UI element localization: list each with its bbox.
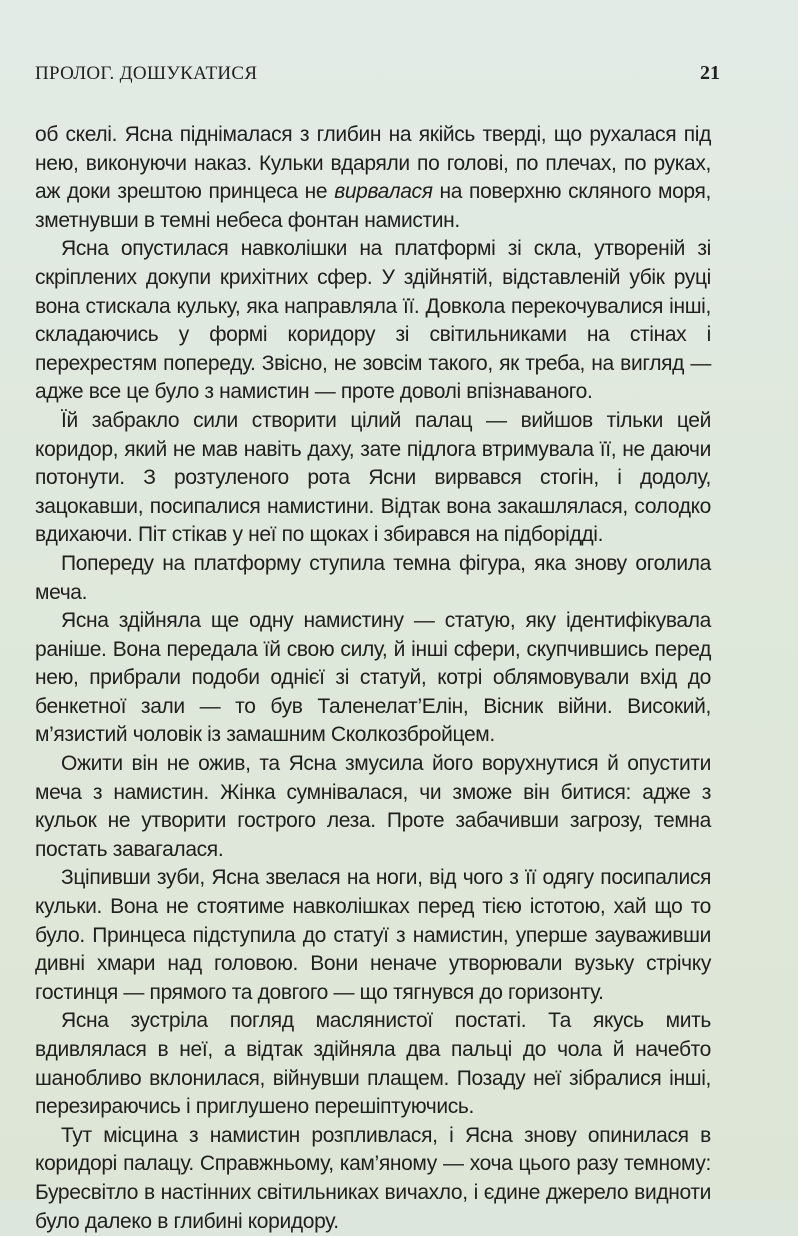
paragraph-1-text-start: об скелі. Ясна піднімалася з глибин на якійсь тверді, що рухалася під нею, виконуючи наказ. Кульки вдаряли по голові, по плечах, по руках, аж доки зрештою принцеса не (35, 123, 711, 204)
paragraph-5: Ясна здійняла ще одну намистину — статую, яку ідентифікувала раніше. Вона передала їй свою силу, й інші сфери, скупчившись перед нею, прибрали подоби однієї зі статуй, котрі облямовували вхід до бенкетної зали — то був Таленелат’Елін, Вісник війни. Високий, м’язистий чоловік із замашним Сколкозбройцем. (35, 609, 711, 747)
paragraph-9: Тут місцина з намистин розпливлася, і Ясна знову опинилася в коридорі палацу. Справжньому, кам’яному — хоча цього разу темному: Буресвітло в настінних світильниках вичахло, і єдине джерело видноти було далеко в глибині коридору. (35, 1123, 711, 1233)
page-number: 21 (700, 62, 720, 84)
body-text (35, 121, 711, 1236)
paragraph-7: Зціпивши зуби, Ясна звелася на ноги, від чого з її одягу посипалися кульки. Вона не стоятиме навколішках перед тією істотою, хай що то було. Принцеса підступила до статуї з намистин, уперше зауваживши дивні хмари над головою. Вони неначе утворювали вузьку стрічку гостинця — прямого та довгого — що тягнувся до горизонту. (35, 866, 711, 1004)
paragraph-1 (35, 121, 711, 235)
paragraph-8: Ясна зустріла погляд маслянистої постаті. Та якусь мить вдивлялася в неї, а відтак здійняла два пальці до чола й начебто шанобливо вклонилася, війнувши плащем. Позаду неї зібралися інші, перезираючись і приглушено перешіптуючись. (35, 1009, 711, 1119)
paragraph-3: Їй забракло сили створити цілий палац — вийшов тільки цей коридор, який не мав навіть даху, зате підлога втримувала її, не даючи потонути. З розтуленого рота Ясни вирвався стогін, і додолу, зацокавши, посипалися намистини. Відтак вона закашлялася, солодко вдихаючи. Піт стікав у неї по щоках і збирався на підборідді. (35, 408, 711, 547)
chapter-title: ПРОЛОГ. ДОШУКАТИСЯ (35, 63, 258, 84)
running-head (35, 62, 720, 85)
paragraph-6: Ожити він не ожив, та Ясна змусила його ворухнутися й опустити меча з намистин. Жінка сумнівалася, чи зможе він битися: адже з кульок не утворити гострого леза. Проте забачивши загрозу, темна постать завагалася. (35, 752, 711, 861)
paragraph-1-text-end: на поверхню скляного моря, зметнувши в темні небеса фонтан намистин. (35, 180, 711, 232)
paragraph-2: Ясна опустилася навколішки на платформі зі скла, утвореній зі скріплених докупи крихітних сфер. У здійнятій, відставленій убік руці вона стискала кульку, яка направляла її. Довкола перекочувалися інші, складаючись у формі коридору зі світильниками на стінах і перехрестям попереду. Звісно, не зовсім такого, як треба, на вигляд — адже все це було з намистин — проте доволі впізнаваного. (35, 237, 711, 404)
paragraph-4: Попереду на платформу ступила темна фігура, яка знову оголила меча. (35, 551, 711, 604)
emphasis-word: вирвалася (334, 180, 433, 204)
